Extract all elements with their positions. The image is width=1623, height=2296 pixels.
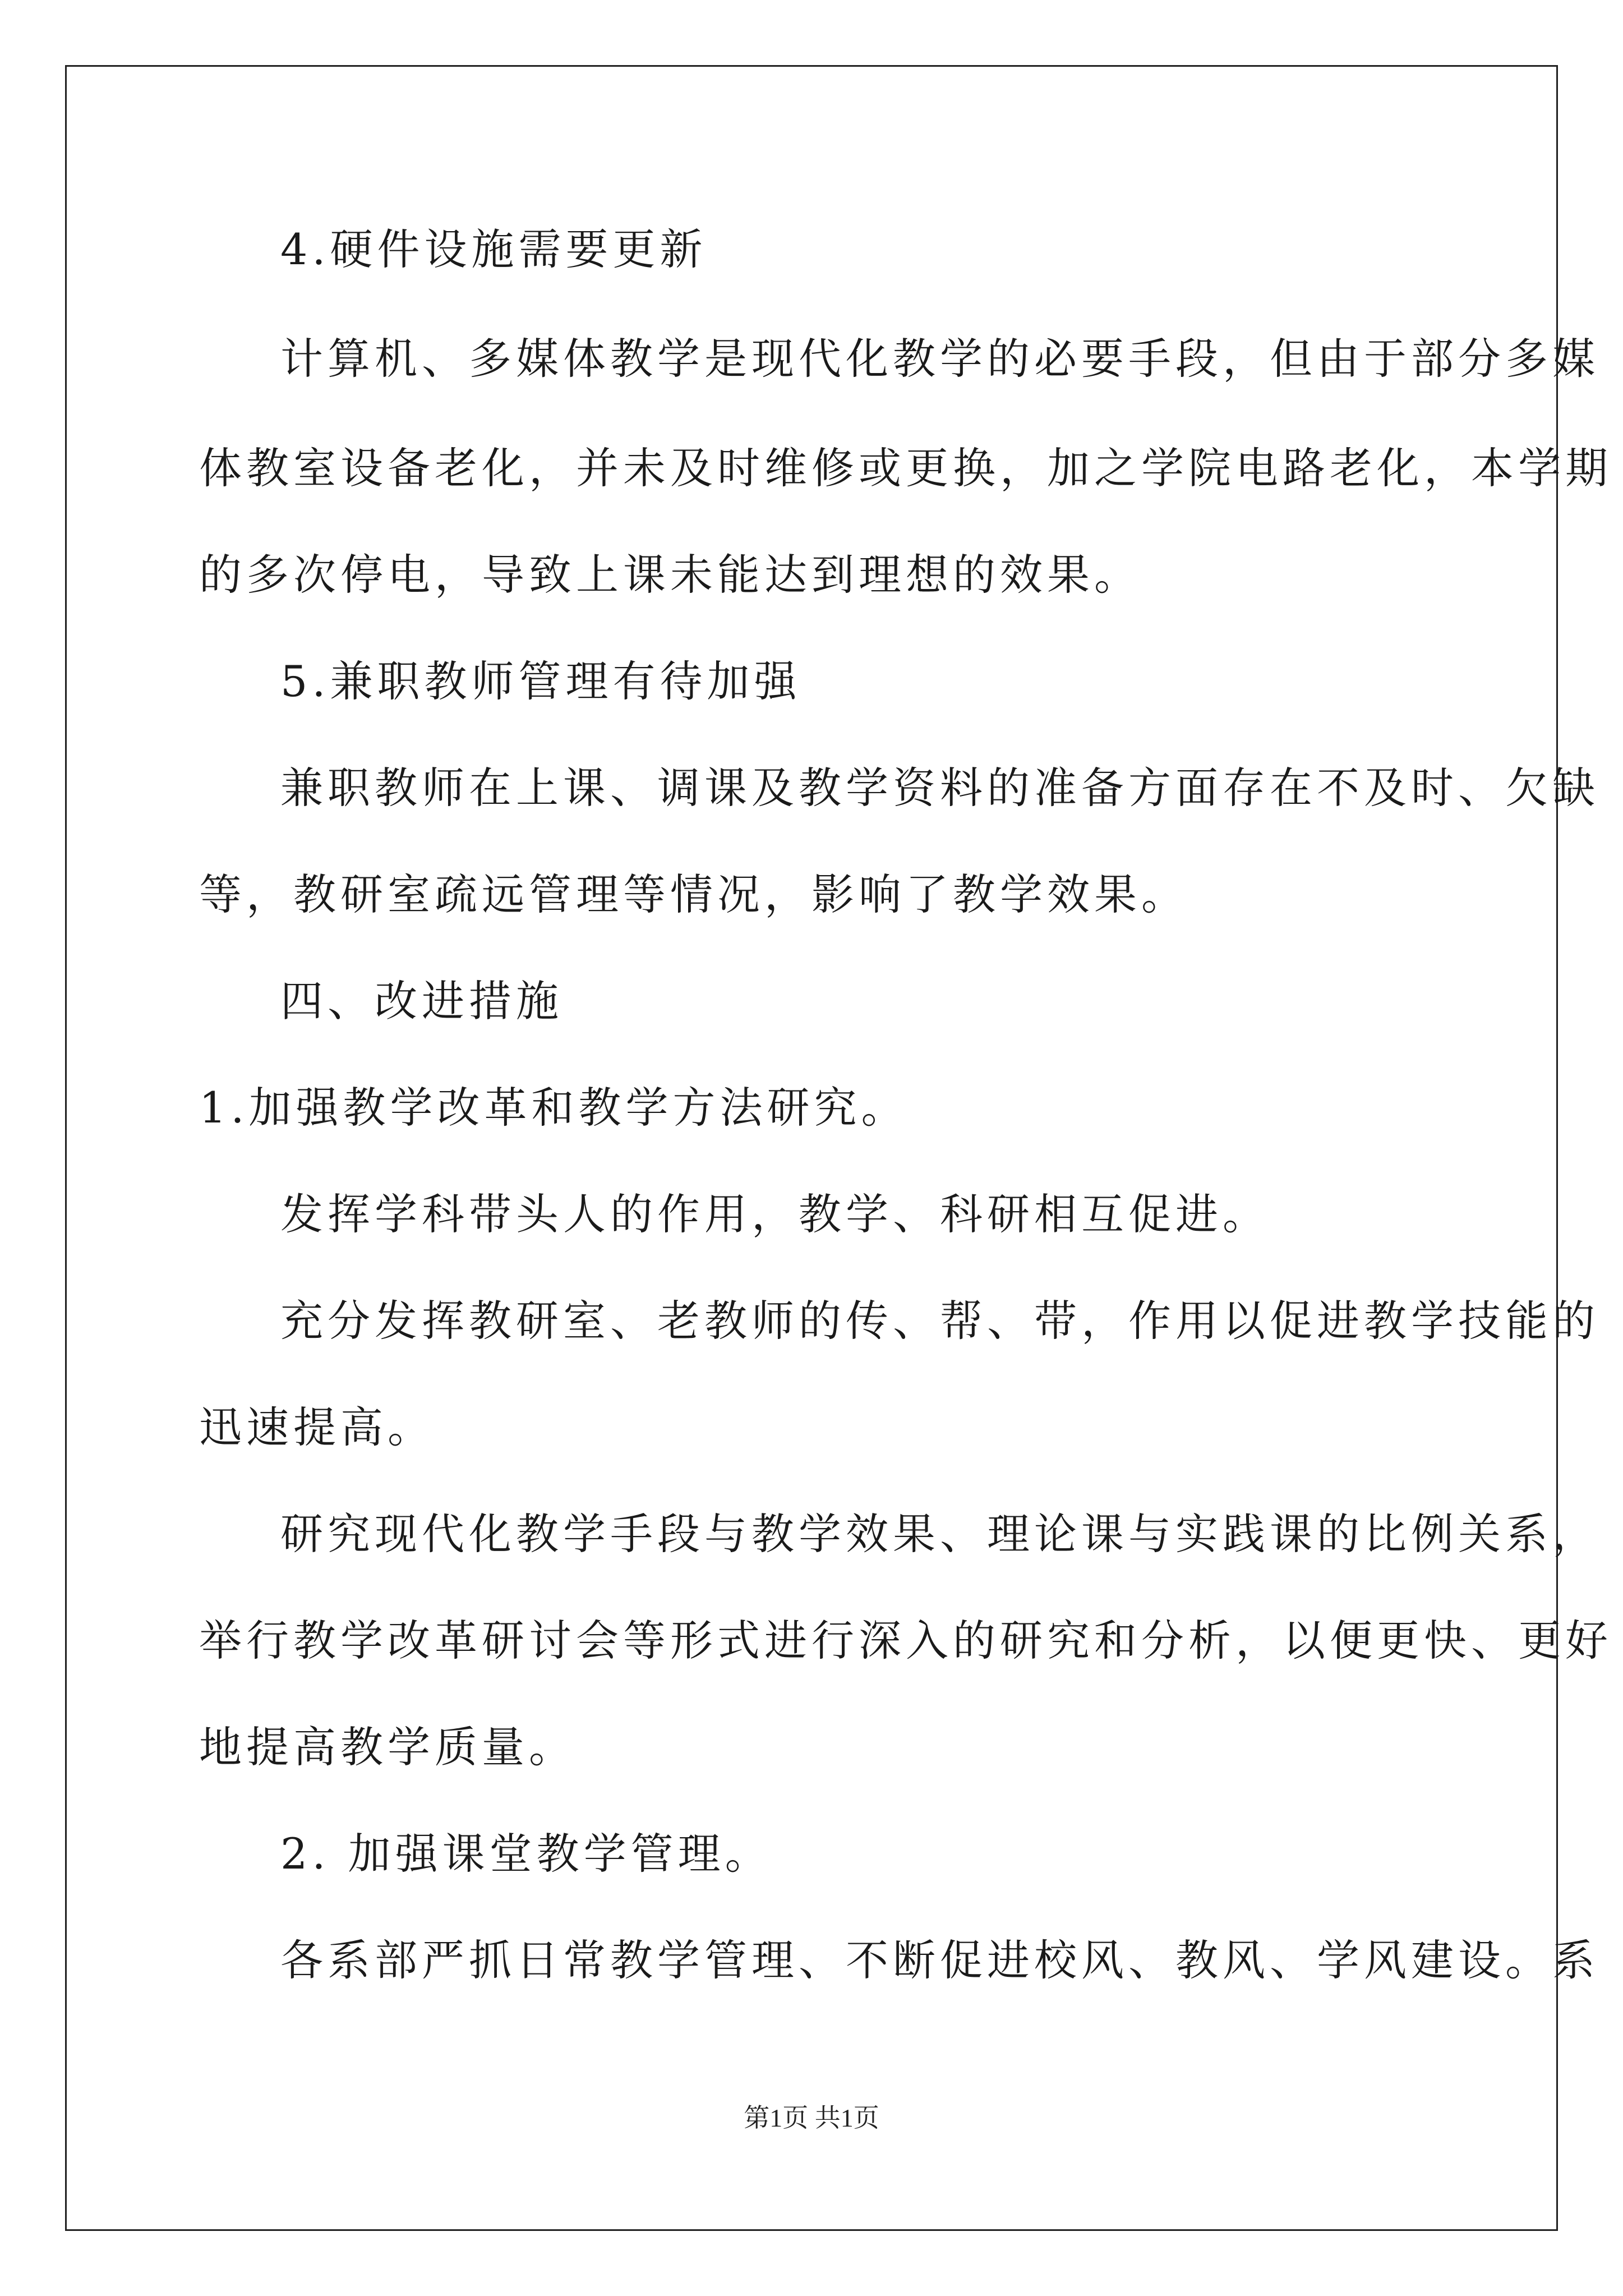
paragraph-line: 体教室设备老化，并未及时维修或更换，加之学院电路老化，本学期: [199, 443, 1612, 493]
paragraph-line: 各系部严抓日常教学管理、不断促进校风、教风、学风建设。系: [280, 1935, 1599, 1985]
paragraph-line: 兼职教师在上课、调课及教学资料的准备方面存在不及时、欠缺: [280, 763, 1599, 813]
paragraph-line: 1.加强教学改革和教学方法研究。: [199, 1083, 909, 1133]
paragraph-line: 5.兼职教师管理有待加强: [280, 656, 801, 706]
paragraph-line: 举行教学改革研讨会等形式进行深入的研究和分析，以便更快、更好: [199, 1616, 1612, 1665]
paragraph-line: 的多次停电，导致上课未能达到理想的效果。: [199, 550, 1141, 600]
paragraph-line: 4.硬件设施需要更新: [280, 224, 707, 274]
paragraph-line: 发挥学科带头人的作用，教学、科研相互促进。: [280, 1189, 1270, 1239]
paragraph-line: 等，教研室疏远管理等情况，影响了教学效果。: [199, 869, 1188, 919]
paragraph-line: 地提高教学质量。: [199, 1722, 576, 1772]
paragraph-line: 迅速提高。: [199, 1402, 435, 1452]
page-border: [65, 65, 1558, 2231]
page-footer: 第1页 共1页: [744, 2104, 879, 2132]
paragraph-line: 2. 加强课堂教学管理。: [280, 1829, 772, 1879]
paragraph-line: 计算机、多媒体教学是现代化教学的必要手段，但由于部分多媒: [280, 334, 1599, 384]
section-heading: 四、改进措施: [280, 976, 563, 1026]
paragraph-line: 充分发挥教研室、老教师的传、帮、带，作用以促进教学技能的: [280, 1296, 1599, 1346]
paragraph-line: 研究现代化教学手段与教学效果、理论课与实践课的比例关系，: [280, 1509, 1599, 1559]
